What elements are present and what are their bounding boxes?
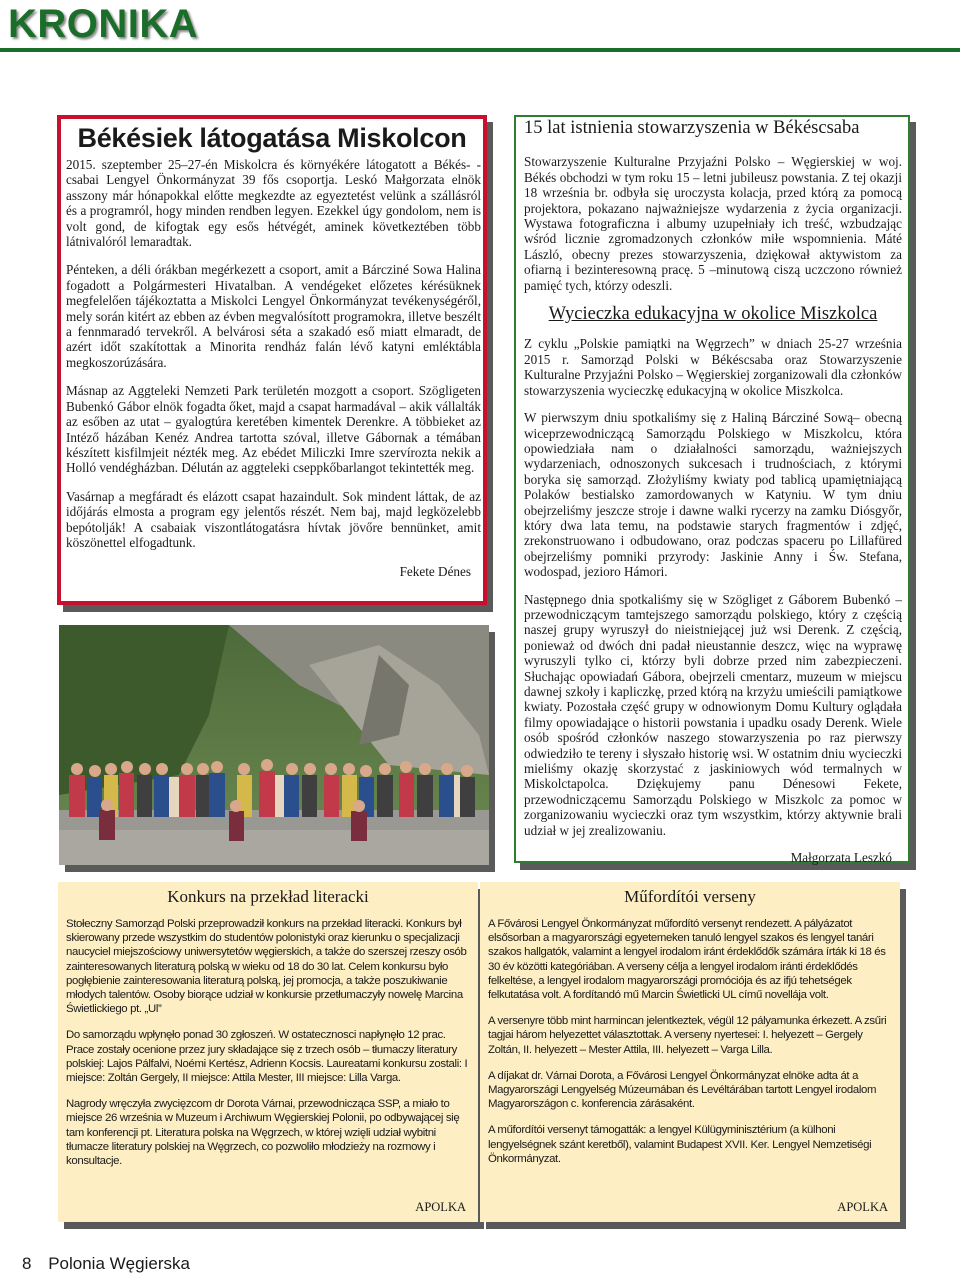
konkurs-paragraph: Nagrody wręczyła zwycięzcom dr Dorota Várnai, przewodnicząca SSP, a miało to miejsce 26 września w Muzeum i Archiwum Węgierskiej Polonii, po odbywającej się tam konferencji pt. Literatura polska na Węgrzech, w której wzięli udział wybitni tłumacze literatury polskiej na Węgrzech, co pozwoliło młodzieży na rozmowy i konsultacje. (66, 1098, 460, 1168)
hungarian-paragraph: Másnap az Aggteleki Nemzeti Park területén mozgott a csoport. Szögligeten Bubenkó Gábor elnök fogadta őket, majd a csapat harmadával – akik vállalták az esőben az utat – gyalogtúra keretében kimentek Derenkre. A többieket az Intéző házában Kenéz Andrea tartotta szóval, illetve Gábornak a témában készített kisfilmjeit nézték meg. Az ebédet Miliczki Imre szervírozta nekik a Holló vendégházban. Délután az aggteleki cseppkőbarlangot tekintették meg. (66, 383, 481, 476)
konkurs-title: Konkurs na przekład literacki (167, 887, 369, 906)
anniversary-text: Stowarzyszenie Kulturalne Przyjaźni Polsko – Węgierskiej w woj. Békés obchodzi w tym roku 15 – letni jubileusz powstania. Z tej okazji 18 września br. odbyła się uroczysta kolacja, przed którą za pomocą projektora, pokazano najważniejsze wydarzenia z życia organizacji. Wystawa fotograficzna i albumy uzupełniały ich treść, wzbudzając wśród licznie zgromadzonych członków miłe wspomnienia. Máté László, obecny prezes stowarzyszenia, dziękował aktywistom za ofiarną i bezinteresowną pracę. 5 –minutową ciszą uczczono również pamięć tych, którzy odeszli. (524, 154, 902, 293)
anniversary-title: 15 lat istnienia stowarzyszenia w Békéscsaba (524, 118, 860, 138)
masthead-rule (0, 48, 960, 52)
polish-column-box (514, 115, 910, 866)
verseny-paragraph: A Fővárosi Lengyel Önkormányzat műfordító versenyt rendezett. A pályázatot elsősorban a magyarországi egyetemeken tanuló lengyel szakos és lengyel tanári szakos hallgatók, valamint a lengyel irodalom iránt érdeklődők számára írták ki 18 és 30 év közötti kategóriában. A verseny célja a lengyel irodalom iránti érdeklődés felkeltése, a lengyel irodalom magyarországi promóciója és az ifjú tehetségek felkutatása volt. A fordítandó mű Marcin Świetlicki UL című novellája volt. (488, 918, 886, 1002)
hungarian-paragraph: Vasárnap a megfáradt és elázott csapat hazaindult. Sok mindent láttak, de az időjárás elmosta a program egy jelentős részét. Nem baj, majd legközelebb bepótolják! A csabaiak viszontlátogatásra hívtak jövőre bennünket, amit köszönettel elfogadtunk. (66, 488, 481, 550)
konkurs-box (58, 882, 478, 1222)
verseny-paragraph: A versenyre több mint harmincan jelentkeztek, végül 12 pályamunka érkezett. A zsűri tagjai három helyezettet választottak. A verseny nyertesei: I. helyezett – Gergely Zoltán, II. helyezett – Mester Attila, III. helyezett – Varga Lilla. (488, 1015, 887, 1056)
polish-column-author: Małgorzata Leszkó (790, 850, 892, 866)
konkurs-author: APOLKA (415, 1200, 466, 1214)
konkurs-paragraph: Do samorządu wpłynęło ponad 30 zgłoszeń. W ostatecznosci napłynęło 12 prac. Prace zostały ocenione przez jury składające się z trzech osób – tłumaczy literatury polskiej: Lajos Pálfalvi, Noémi Kertész, Adrienn Kocsis. Laureatami konkursu zostali: I miejsce: Zoltán Gergely, II miejsce: Attila Mester, III miejsce: Lilla Varga. (66, 1029, 468, 1085)
group-photo-illustration (59, 625, 489, 865)
konkurs-body (66, 917, 469, 1180)
group-photo (59, 625, 489, 865)
hungarian-article-author: Fekete Dénes (399, 564, 471, 579)
verseny-paragraph: A díjakat dr. Várnai Dorota, a Fővárosi Lengyel Önkormányzat elnöke adta át a Magyarországi Lengyelség Múzeumában és Levéltárában tartott Lengyel irodalom Magyarországon c. konferencia zárásaként. (488, 1069, 877, 1111)
masthead (8, 2, 308, 48)
verseny-paragraph: A műfordítói versenyt támogatták: a lengyel Külügyminisztérium (a külhoni lengyelségnek szánt keretből), valamint Budapest XVII. Ker. Lengyel Nemzetiségi Önkormányzat. (488, 1124, 872, 1165)
verseny-title: Műfordítói verseny (624, 887, 756, 906)
excursion-paragraph: Z cyklu „Polskie pamiątki na Węgrzech” w dniach 25-27 września 2015 r. Samorząd Polski w Békéscsaba oraz Stowarzyszenie Kulturalne Przyjaźni Polsko – Węgierskiej zorganizowali dla członków stowarzyszenia wycieczkę edukacyjną w okolice Miszkolca. (524, 336, 902, 398)
hungarian-article-title: Békésiek látogatása Miskolcon (77, 123, 467, 153)
hungarian-paragraph: 2015. szeptember 25–27-én Miskolcra és környékére látogatott a Békés- -csabai Lengyel Önkormányzat 39 fős csoportja. Leskó Małgorzata elnök asszony már hónapokkal előtte megkezdte az egyeztetést velünk a szállásról és a programról, hogy minden rendben legyen. Ezekkel úgy gondolom, nem is volt gond, de kifogtak egy esős hétvégét, aminek következtében több látnivalóról lemaradtak. (66, 157, 481, 250)
polish-column-content (524, 118, 902, 866)
excursion-paragraph: W pierwszym dniu spotkaliśmy się z Haliną Bárcziné Sową– obecną wiceprzewodniczącą Samorządu Polskiego w Miszkolcu, która opowiedziała nam o działalności samorządu, ważniejszych wydarzeniach, odnoszonych sukcesach i trudnościach, z którymi boryka się samorząd. Złożyliśmy kwiaty pod tablicą upamiętniającą Polaków bestialsko zamordowanych w Katyniu. W tym dniu obejrzeliśmy jeszcze stroje i dawne walki rycerzy na zamku Diósgyőr, który dwa lata temu, na podstawie starych fragmentów i zdjęć, zrekonstruowano i odbudowano, oraz podczas spaceru po Lillafüred obejrzeliśmy pomniki przyrody: Jaskinie Anny i Św. Stefana, wodospad, jezioro Hámori. (524, 410, 902, 580)
page-footer (22, 1254, 202, 1274)
hungarian-article-body (66, 157, 481, 563)
masthead-title: KRONIKA (8, 2, 199, 46)
verseny-box (480, 882, 900, 1222)
hungarian-article-box (57, 115, 487, 605)
konkurs-paragraph: Stołeczny Samorząd Polski przeprowadził konkurs na przekład literacki. Konkurs był skierowany przede wszystkim do studentów polonistyki oraz kierunku o specjalizacji naucyciel miejszościowy uniwersytetów węgierskich, a także do szerszej rzeszy osób zainteresowanych literaturą polską w wieku od 18 do 30 lat. Celem konkursu było pogłębienie zainteresowania literaturą polską, jej promocja, a także poszukiwanie młodych talentów. Osoby biorące udział w konkursie przetłumaczyły nowelę Marcina Świetlickiego pt. „Ul” (66, 918, 467, 1016)
hungarian-paragraph: Pénteken, a déli órákban megérkezett a csoport, amit a Bárcziné Sowa Halina fogadott a Polgármesteri Hivatalban. A vendégeket előzetes kérésüknek megfelelően tájékoztatta a Miskolci Lengyel Önkormányzat tevékenységéről, mely során kitért az ebben az évben megvalósított programokra, illetve beszélt a fennmaradó tervekről. A belvárosi séta a szakadó eső miatt elmaradt, de azért időt szakítottak a Minorita rendház falán lévő katyni emléktábla megkoszorúzására. (66, 262, 481, 370)
excursion-paragraph: Następnego dnia spotkaliśmy się w Szögliget z Gáborem Bubenkó – przewodniczącym tamtejszego samorządu polskiego, który z częścią naszej grupy wyruszył do nieistniejącej już wsi Derenk. Z częścią, ponieważ od dwóch dni padał nieustannie deszcz, więc na wyprawę wyruszyli tylko ci, którzy byli dobrze przed nim zabezpieczeni. Słuchając opowiadań Gábora, obejrzeli cmentarz, muzeum w miejscu dawnej szkoły i kapliczkę, przed którą na krzyżu umieścili pamiątkowe kwiaty. Pozostała część grupy w odnowionym Domu Kultury oglądała filmy opowiadające o historii powstania i upadku osady Derenk. Wiele osób spośród członków naszego stowarzyszenia po raz pierwszy odwiedziło te tereny i słyszało historię wsi. W ostatnim dniu wycieczki mieliśmy okazję skorzystać z jaskiniowych wód termalnych w Miskolctapolca. Dziękujemy panu Dénesowi Fekete, przewodniczącemu Samorządu Polskiego w Miszkolc za pomoc w zorganizowaniu wycieczki oraz tym wszystkim, którzy aktywnie brali udział w jej zrealizowaniu. (524, 591, 902, 838)
verseny-body (488, 917, 891, 1178)
publication-name: Polonia Węgierska (48, 1254, 190, 1273)
page-number: 8 (22, 1254, 32, 1273)
verseny-author: APOLKA (837, 1200, 888, 1214)
excursion-title: Wycieczka edukacyjna w okolice Miszkolca (548, 304, 878, 325)
